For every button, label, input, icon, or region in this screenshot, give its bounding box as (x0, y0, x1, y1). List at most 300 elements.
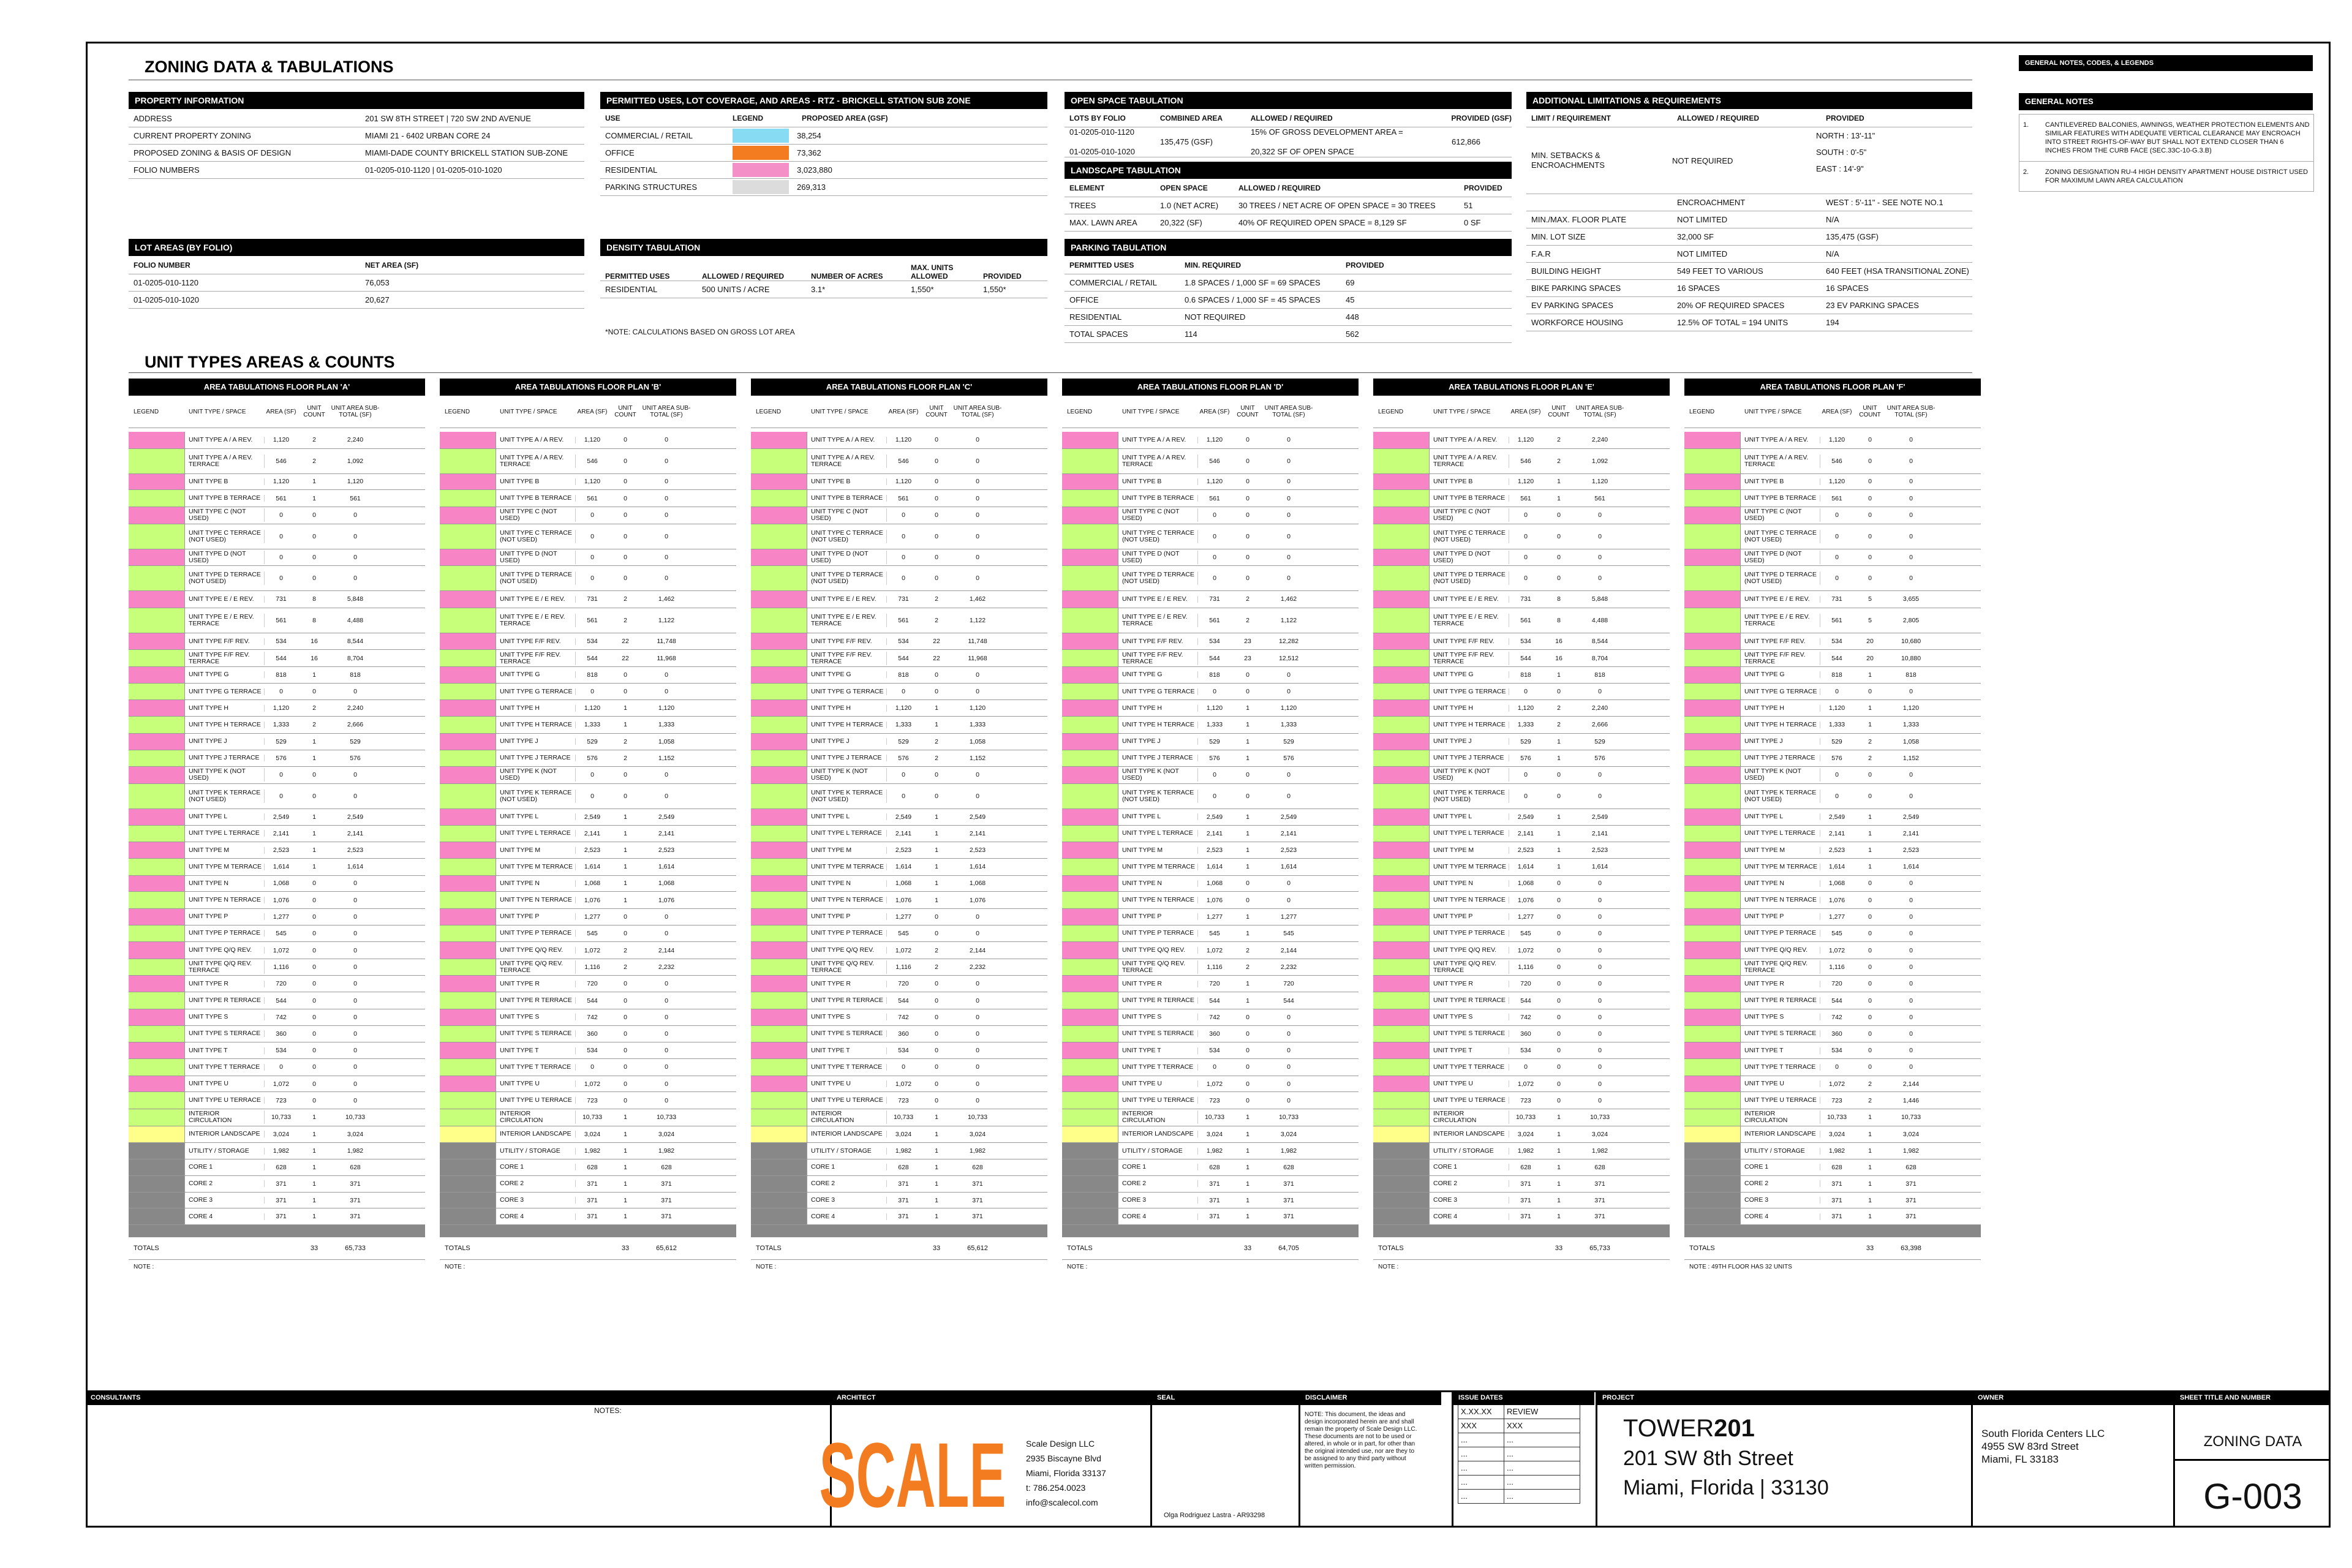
table-row: UNIT TYPE L TERRACE 2,141 1 2,141 (751, 826, 1047, 843)
table-row: UNIT TYPE U TERRACE 723 2 1,446 (1684, 1092, 1981, 1109)
legend-swatch (1684, 1009, 1741, 1025)
legend-swatch (129, 667, 185, 683)
table-row: UNIT TYPE A / A REV. TERRACE 546 0 0 (440, 449, 736, 474)
table-row: UNIT TYPE P TERRACE 545 0 0 (129, 925, 425, 943)
table-row: UNIT TYPE G TERRACE 0 0 0 (1062, 684, 1359, 701)
legend-swatch (751, 474, 807, 490)
legend-swatch (440, 1009, 496, 1025)
table-row: UNIT TYPE U 1,072 2 2,144 (1684, 1076, 1981, 1093)
legend-swatch (440, 684, 496, 700)
legend-swatch (1062, 432, 1118, 448)
table-row: UNIT TYPE U 1,072 0 0 (1373, 1076, 1670, 1093)
table-row: UNIT TYPE N 1,068 0 0 (129, 876, 425, 892)
legend-swatch (1684, 717, 1741, 733)
table-row: UNIT TYPE G 818 1 818 (1373, 667, 1670, 684)
legend-swatch (1062, 767, 1118, 783)
table-row: UNIT TYPE P 1,277 1 1,277 (1062, 909, 1359, 925)
legend-swatch (129, 524, 185, 549)
legend-swatch (1684, 1109, 1741, 1126)
legend-swatch (129, 976, 185, 992)
legend-swatch (440, 734, 496, 750)
table-row: UNIT TYPE N TERRACE 1,076 1 1,076 (440, 892, 736, 909)
legend-swatch (440, 767, 496, 783)
legend-swatch (1684, 684, 1741, 700)
legend-swatch (1684, 909, 1741, 925)
table-row: UTILITY / STORAGE 1,982 1 1,982 (1062, 1143, 1359, 1159)
scale-logo-graphic (819, 1415, 1006, 1527)
legend-swatch (751, 809, 807, 825)
legend-swatch (1684, 750, 1741, 767)
legend-swatch (1373, 1176, 1430, 1192)
table-row: UNIT TYPE A / A REV. TERRACE 546 2 1,092 (129, 449, 425, 474)
table-row: CORE 4 371 1 371 (1373, 1208, 1670, 1225)
plan-title: AREA TABULATIONS FLOOR PLAN 'D' (1062, 379, 1359, 396)
legend-swatch (1062, 1009, 1118, 1025)
general-notes-header: GENERAL NOTES (2019, 93, 2313, 110)
table-row: UNIT TYPE S 742 0 0 (751, 1009, 1047, 1026)
plan-title: AREA TABULATIONS FLOOR PLAN 'B' (440, 379, 736, 396)
table-row: UNIT TYPE C (NOT USED) 0 0 0 (1062, 507, 1359, 524)
table-row: UNIT TYPE R TERRACE 544 0 0 (751, 992, 1047, 1009)
table-row: UNIT TYPE H TERRACE 1,333 2 2,666 (129, 717, 425, 734)
legend-swatch (1373, 1159, 1430, 1175)
legend-swatch (751, 591, 807, 608)
plan-separator (1684, 1225, 1981, 1237)
legend-swatch (1373, 633, 1430, 650)
legend-swatch (1062, 474, 1118, 490)
legend-swatch (1684, 549, 1741, 566)
table-row: UNIT TYPE N 1,068 0 0 (1684, 876, 1981, 892)
legend-swatch (129, 842, 185, 858)
table-row: UNIT TYPE N TERRACE 1,076 1 1,076 (751, 892, 1047, 909)
table-row: INTERIOR CIRCULATION 10,733 1 10,733 (440, 1109, 736, 1126)
table-row: UNIT TYPE P TERRACE 545 0 0 (440, 925, 736, 943)
legend-swatch (1684, 1092, 1741, 1109)
table-row: UNIT TYPE T TERRACE 0 0 0 (129, 1059, 425, 1076)
legend-swatch (1062, 809, 1118, 825)
legend-swatch (1373, 909, 1430, 925)
legend-swatch (1062, 524, 1118, 549)
table-row: UNIT TYPE C TERRACE (NOT USED) 0 0 0 (129, 524, 425, 549)
plan-table-c (751, 379, 1047, 1274)
table-row: UNIT TYPE L 2,549 1 2,549 (129, 809, 425, 826)
legend-swatch (751, 1076, 807, 1092)
table-row: CORE 3 371 1 371 (440, 1193, 736, 1209)
table-row: UNIT TYPE H 1,120 2 2,240 (1373, 700, 1670, 717)
table-row: UNIT TYPE J TERRACE 576 2 1,152 (751, 750, 1047, 767)
table-row: UNIT TYPE K TERRACE (NOT USED) 0 0 0 (1684, 784, 1981, 809)
table-row: RESIDENTIAL NOT REQUIRED 448 (1065, 309, 1512, 326)
table-row: UNIT TYPE H 1,120 1 1,120 (751, 700, 1047, 717)
plan-table-d (1062, 379, 1359, 1274)
legend-swatch (129, 992, 185, 1009)
legend-swatch (440, 1208, 496, 1224)
table-row: PARKING STRUCTURES 269,313 (600, 179, 1047, 196)
legend-swatch (440, 992, 496, 1009)
legend-swatch (1684, 1026, 1741, 1042)
legend-swatch (1373, 608, 1430, 633)
table-row: UNIT TYPE U TERRACE 723 0 0 (751, 1092, 1047, 1109)
table-row: CORE 2 371 1 371 (1062, 1176, 1359, 1193)
legend-swatch (440, 1092, 496, 1109)
parking-table: PERMITTED USES MIN. REQUIRED PROVIDED COMMERCIAL / RETAIL 1.8 SPACES / 1,000 SF = 69 SPACES 69 OFFICE 0.6 SPACES / 1,000 SF = 45 SPACES 45 RESIDENTIAL NOT REQUIRED 448 TOTAL SPACES 114 562 (1065, 257, 1512, 343)
table-row: OFFICE 0.6 SPACES / 1,000 SF = 45 SPACES 45 (1065, 292, 1512, 309)
table-row: UNIT TYPE N 1,068 0 0 (1062, 876, 1359, 892)
table-row: UNIT TYPE L 2,549 1 2,549 (1684, 809, 1981, 826)
table-row: UNIT TYPE D TERRACE (NOT USED) 0 0 0 (751, 566, 1047, 591)
table-row: UNIT TYPE A / A REV. 1,120 2 2,240 (1373, 432, 1670, 449)
table-row: UNIT TYPE C (NOT USED) 0 0 0 (751, 507, 1047, 524)
plan-totals-row: TOTALS 33 65,612 (751, 1237, 1047, 1260)
table-row: UNIT TYPE M TERRACE 1,614 1 1,614 (129, 859, 425, 876)
table-row: UNIT TYPE B TERRACE 561 0 0 (751, 490, 1047, 507)
table-row: UNIT TYPE H 1,120 1 1,120 (440, 700, 736, 717)
open-space-table: LOTS BY FOLIO COMBINED AREA ALLOWED / REQUIRED PROVIDED (GSF) 01-0205-010-1120 01-0205-010-1020 135,475 (GSF) 15% OF GROSS DEVELOPMENT AREA = 20,322 SF OF OPEN SPACE 612,866 (1065, 110, 1512, 157)
table-row: UNIT TYPE K (NOT USED) 0 0 0 (1062, 767, 1359, 784)
table-row: CORE 2 371 1 371 (440, 1176, 736, 1193)
legend-swatch (1062, 1193, 1118, 1208)
legend-swatch (1373, 1026, 1430, 1042)
table-row: ... ... (1458, 1476, 1580, 1490)
table-row: UNIT TYPE M TERRACE 1,614 1 1,614 (1684, 859, 1981, 876)
legend-swatch (1684, 1208, 1741, 1224)
table-row: UNIT TYPE N 1,068 1 1,068 (751, 876, 1047, 892)
legend-swatch (129, 1143, 185, 1159)
table-row: CORE 2 371 1 371 (1684, 1176, 1981, 1193)
plan-note: NOTE : (756, 1264, 777, 1271)
legend-swatch (440, 474, 496, 490)
legend-swatch (440, 549, 496, 566)
legend-swatch (129, 507, 185, 524)
table-row: UNIT TYPE G 818 1 818 (129, 667, 425, 684)
legend-swatch (751, 1159, 807, 1175)
density-note: *NOTE: CALCULATIONS BASED ON GROSS LOT AREA (605, 328, 795, 336)
legend-swatch (1062, 608, 1118, 633)
table-row: CORE 3 371 1 371 (751, 1193, 1047, 1209)
plan-title: AREA TABULATIONS FLOOR PLAN 'E' (1373, 379, 1670, 396)
property-info-table (129, 110, 584, 179)
additional-limits-table: LIMIT / REQUIREMENT ALLOWED / REQUIRED PROVIDED MIN. SETBACKS & ENCROACHMENTS NOT REQUIRED NORTH : 13'-11" SOUTH : 0'-5" EAST : 14'-9" ENCROACHMENT WEST : 5'-11" - SEE NOTE NO.1 MIN./MAX. FLOOR PLATE NOT LIMITED N/A MIN. LOT SIZE 32,000 SF 135,475 (GSF) F.A.R NOT LIMITED N/A BUILDING HEIGHT 549 FEET TO VARIOUS 640 FEET (HSA TRANSITIONAL ZONE) BIKE PARKING SPACES 16 SPACES 16 SPACES EV PARKING SPACES 20% OF REQUIRED SPACES 23 EV PARKING SPACES WORKFORCE HOUSING 12.5% OF TOTAL = 194 UNITS 194 (1526, 110, 1972, 331)
legend-swatch (1062, 591, 1118, 608)
table-row: INTERIOR LANDSCAPE 3,024 1 3,024 (1373, 1126, 1670, 1144)
table-row: UNIT TYPE J 529 1 529 (1062, 734, 1359, 750)
legend-swatch (751, 650, 807, 666)
notes-label: NOTES: (594, 1406, 622, 1415)
table-row: UNIT TYPE F/F REV. 534 20 10,680 (1684, 633, 1981, 650)
legend-swatch (1062, 633, 1118, 650)
project-address-2: Miami, Florida | 33130 (1623, 1476, 1829, 1499)
table-row: XXX XXX (1458, 1419, 1580, 1433)
table-row: UNIT TYPE B 1,120 0 0 (440, 474, 736, 491)
legend-swatch (1373, 524, 1430, 549)
legend-swatch (1062, 1109, 1118, 1126)
table-row: CORE 2 371 1 371 (129, 1176, 425, 1193)
table-row: UTILITY / STORAGE 1,982 1 1,982 (440, 1143, 736, 1159)
table-row: UNIT TYPE B TERRACE 561 1 561 (129, 490, 425, 507)
landscape-table: ELEMENT OPEN SPACE ALLOWED / REQUIRED PROVIDED TREES 1.0 (NET ACRE) 30 TREES / NET ACRE OF OPEN SPACE = 30 TREES 51 MAX. LAWN AREA 20,322 (SF) 40% OF REQUIRED OPEN SPACE = 8,129 SF 0 SF (1065, 180, 1512, 232)
table-row: UNIT TYPE D TERRACE (NOT USED) 0 0 0 (1062, 566, 1359, 591)
plan-title: AREA TABULATIONS FLOOR PLAN 'A' (129, 379, 425, 396)
legend-swatch (751, 750, 807, 767)
table-row: UNIT TYPE A / A REV. TERRACE 546 0 0 (1062, 449, 1359, 474)
legend-swatch (1684, 859, 1741, 875)
table-row: UNIT TYPE F/F REV. 534 16 8,544 (129, 633, 425, 650)
legend-swatch (440, 650, 496, 666)
legend-swatch (440, 942, 496, 959)
legend-swatch (129, 1176, 185, 1192)
legend-swatch (1684, 432, 1741, 448)
table-row: UNIT TYPE K (NOT USED) 0 0 0 (1373, 767, 1670, 784)
legend-swatch (440, 667, 496, 683)
legend-swatch (129, 1126, 185, 1143)
table-row: UNIT TYPE L 2,549 1 2,549 (440, 809, 736, 826)
table-row: UNIT TYPE C TERRACE (NOT USED) 0 0 0 (440, 524, 736, 549)
table-row: UNIT TYPE P TERRACE 545 1 545 (1062, 925, 1359, 943)
unit-types-title: UNIT TYPES AREAS & COUNTS (145, 353, 395, 371)
table-row: ADDRESS 201 SW 8TH STREET | 720 SW 2ND AVENUE (129, 110, 584, 127)
table-row: INTERIOR CIRCULATION 10,733 1 10,733 (751, 1109, 1047, 1126)
legend-swatch (129, 1193, 185, 1208)
legend-swatch (440, 1026, 496, 1042)
plan-totals-row: TOTALS 33 63,398 (1684, 1237, 1981, 1260)
table-row: UNIT TYPE Q/Q REV. TERRACE 1,116 0 0 (129, 959, 425, 976)
legend-swatch (751, 1026, 807, 1042)
table-row: UNIT TYPE H TERRACE 1,333 2 2,666 (1373, 717, 1670, 734)
table-row: UNIT TYPE C TERRACE (NOT USED) 0 0 0 (1062, 524, 1359, 549)
table-row: TREES 1.0 (NET ACRE) 30 TREES / NET ACRE OF OPEN SPACE = 30 TREES 51 (1065, 197, 1512, 214)
legend-swatch (1373, 734, 1430, 750)
legend-swatch (1062, 826, 1118, 842)
table-row: UNIT TYPE L 2,549 1 2,549 (1373, 809, 1670, 826)
table-row: UNIT TYPE A / A REV. 1,120 0 0 (440, 432, 736, 449)
table-row: UNIT TYPE Q/Q REV. 1,072 0 0 (129, 942, 425, 959)
legend-swatch (1062, 1208, 1118, 1224)
legend-swatch (751, 892, 807, 908)
general-notes-top-header: GENERAL NOTES, CODES, & LEGENDS (2019, 55, 2313, 71)
density-table: PERMITTED USES ALLOWED / REQUIRED NUMBER OF ACRES MAX. UNITS ALLOWED PROVIDED RESIDENTIAL 500 UNITS / ACRE 3.1* 1,550* 1,550* (600, 257, 1047, 298)
table-row: UNIT TYPE N TERRACE 1,076 0 0 (1373, 892, 1670, 909)
legend-swatch (1684, 633, 1741, 650)
legend-swatch (129, 700, 185, 716)
legend-swatch-residential (733, 163, 789, 177)
legend-swatch (1373, 1092, 1430, 1109)
legend-swatch (751, 566, 807, 590)
legend-swatch (751, 1143, 807, 1159)
legend-swatch (751, 549, 807, 566)
table-row: UNIT TYPE F/F REV. 534 23 12,282 (1062, 633, 1359, 650)
table-row: BUILDING HEIGHT 549 FEET TO VARIOUS 640 FEET (HSA TRANSITIONAL ZONE) (1526, 263, 1972, 280)
table-row: UNIT TYPE P 1,277 0 0 (129, 909, 425, 925)
legend-swatch (1684, 474, 1741, 490)
table-row: UNIT TYPE H 1,120 1 1,120 (1062, 700, 1359, 717)
legend-swatch (1062, 717, 1118, 733)
table-row: UNIT TYPE Q/Q REV. 1,072 2 2,144 (751, 942, 1047, 959)
table-row: UNIT TYPE J 529 1 529 (1373, 734, 1670, 750)
legend-swatch (1062, 490, 1118, 507)
plan-totals-row: TOTALS 33 64,705 (1062, 1237, 1359, 1260)
legend-swatch (1684, 1159, 1741, 1175)
project-name: TOWER201 (1623, 1415, 1755, 1442)
legend-swatch (1062, 1059, 1118, 1076)
legend-swatch (1062, 1026, 1118, 1042)
legend-swatch (1684, 700, 1741, 716)
table-row: UNIT TYPE H TERRACE 1,333 1 1,333 (440, 717, 736, 734)
table-row: CORE 1 628 1 628 (751, 1159, 1047, 1176)
legend-swatch (751, 734, 807, 750)
table-row: UNIT TYPE M 2,523 1 2,523 (1684, 842, 1981, 859)
scale-logo (819, 1415, 1006, 1527)
table-row: UNIT TYPE E / E REV. TERRACE 561 2 1,122 (751, 608, 1047, 633)
legend-swatch (440, 1159, 496, 1175)
legend-swatch (751, 1009, 807, 1025)
table-row: MIN. LOT SIZE 32,000 SF 135,475 (GSF) (1526, 228, 1972, 246)
legend-swatch (751, 784, 807, 809)
table-row: UNIT TYPE E / E REV. 731 8 5,848 (1373, 591, 1670, 608)
legend-swatch (1684, 650, 1741, 666)
legend-swatch (1373, 942, 1430, 959)
table-row: UNIT TYPE H TERRACE 1,333 1 1,333 (1062, 717, 1359, 734)
legend-swatch (129, 566, 185, 590)
legend-swatch (1373, 767, 1430, 783)
table-row: RESIDENTIAL 500 UNITS / ACRE 3.1* 1,550* 1,550* (600, 281, 1047, 298)
table-row: UNIT TYPE A / A REV. TERRACE 546 2 1,092 (1373, 449, 1670, 474)
legend-swatch (1062, 1092, 1118, 1109)
table-row: UNIT TYPE N TERRACE 1,076 0 0 (1684, 892, 1981, 909)
legend-swatch (751, 667, 807, 683)
legend-swatch (1684, 591, 1741, 608)
legend-swatch (1373, 976, 1430, 992)
table-row: INTERIOR LANDSCAPE 3,024 1 3,024 (1684, 1126, 1981, 1144)
table-row: UNIT TYPE S TERRACE 360 0 0 (440, 1026, 736, 1043)
table-row: CORE 3 371 1 371 (1373, 1193, 1670, 1209)
table-row: UNIT TYPE P 1,277 0 0 (1373, 909, 1670, 925)
legend-swatch (751, 826, 807, 842)
table-row: UNIT TYPE G TERRACE 0 0 0 (440, 684, 736, 701)
legend-swatch (1062, 892, 1118, 908)
legend-swatch (1373, 1042, 1430, 1058)
legend-swatch (440, 566, 496, 590)
legend-swatch (751, 507, 807, 524)
legend-swatch (751, 490, 807, 507)
legend-swatch (440, 784, 496, 809)
table-row: UNIT TYPE T 534 0 0 (751, 1042, 1047, 1059)
table-row: UNIT TYPE C TERRACE (NOT USED) 0 0 0 (1684, 524, 1981, 549)
table-row: UNIT TYPE A / A REV. 1,120 0 0 (751, 432, 1047, 449)
legend-swatch (129, 959, 185, 976)
table-row: UNIT TYPE G 818 0 0 (440, 667, 736, 684)
plan-separator (751, 1225, 1047, 1237)
table-row: UNIT TYPE F/F REV. TERRACE 544 16 8,704 (129, 650, 425, 667)
table-row: UNIT TYPE L TERRACE 2,141 1 2,141 (440, 826, 736, 843)
plan-totals-row: TOTALS 33 65,612 (440, 1237, 736, 1260)
table-row: UNIT TYPE P 1,277 0 0 (440, 909, 736, 925)
table-row: UNIT TYPE U 1,072 0 0 (1062, 1076, 1359, 1093)
legend-swatch (440, 1143, 496, 1159)
general-notes-list (2019, 114, 2314, 192)
table-row: UNIT TYPE R 720 0 0 (129, 976, 425, 992)
architect-header: ARCHITECT (832, 1390, 1236, 1405)
plan-note: NOTE : (1067, 1264, 1088, 1271)
table-row: UNIT TYPE D TERRACE (NOT USED) 0 0 0 (440, 566, 736, 591)
legend-swatch (1062, 909, 1118, 925)
legend-swatch (1684, 667, 1741, 683)
legend-swatch (1373, 700, 1430, 716)
table-row: UNIT TYPE K (NOT USED) 0 0 0 (1684, 767, 1981, 784)
legend-swatch (129, 784, 185, 809)
table-row: UNIT TYPE B TERRACE 561 0 0 (1684, 490, 1981, 507)
table-row: CORE 1 628 1 628 (1062, 1159, 1359, 1176)
table-row: UNIT TYPE M 2,523 1 2,523 (129, 842, 425, 859)
legend-swatch (440, 959, 496, 976)
table-row: UNIT TYPE S 742 0 0 (1373, 1009, 1670, 1026)
legend-swatch (129, 1208, 185, 1224)
legend-swatch (1062, 667, 1118, 683)
table-row: UNIT TYPE J 529 2 1,058 (1684, 734, 1981, 750)
legend-swatch (1373, 876, 1430, 892)
table-row: UNIT TYPE E / E REV. TERRACE 561 2 1,122 (1062, 608, 1359, 633)
table-row: UNIT TYPE B TERRACE 561 0 0 (1062, 490, 1359, 507)
table-row: UNIT TYPE A / A REV. TERRACE 546 0 0 (1684, 449, 1981, 474)
table-row: WORKFORCE HOUSING 12.5% OF TOTAL = 194 UNITS 194 (1526, 314, 1972, 331)
legend-swatch (1062, 976, 1118, 992)
legend-swatch (1373, 784, 1430, 809)
legend-swatch (440, 524, 496, 549)
table-row: CORE 1 628 1 628 (1684, 1159, 1981, 1176)
list-item: 1. CANTILEVERED BALCONIES, AWNINGS, WEATHER PROTECTION ELEMENTS AND SIMILAR FEATURES WITH ADEQUATE VERTICAL CLEARANCE MAY ENCROACH INTO STREET RIGHTS-OF-WAY BUT SHALL NOT EXTEND CLOSER THAN 6 INCHES FROM THE CURB FACE (SEC.33C-10-G.3.B) (2019, 115, 2313, 162)
legend-swatch (129, 633, 185, 650)
open-space-header: OPEN SPACE TABULATION (1065, 92, 1512, 109)
legend-swatch (1373, 591, 1430, 608)
legend-swatch (129, 876, 185, 892)
legend-swatch (129, 1042, 185, 1058)
plan-table-b (440, 379, 736, 1274)
legend-swatch (751, 992, 807, 1009)
legend-swatch (751, 1042, 807, 1058)
legend-swatch (440, 591, 496, 608)
legend-swatch (1062, 859, 1118, 875)
table-row: UNIT TYPE E / E REV. 731 2 1,462 (1062, 591, 1359, 608)
legend-swatch (129, 1059, 185, 1076)
table-row: UNIT TYPE F/F REV. TERRACE 544 16 8,704 (1373, 650, 1670, 667)
plan-column-headers: LEGEND UNIT TYPE / SPACE AREA (SF) UNIT COUNT UNIT AREA SUB-TOTAL (SF) (440, 396, 736, 428)
consultants-header: CONSULTANTS (86, 1390, 830, 1405)
table-row: UNIT TYPE M TERRACE 1,614 1 1,614 (1373, 859, 1670, 876)
table-row: UNIT TYPE R 720 0 0 (440, 976, 736, 992)
legend-swatch (1373, 1193, 1430, 1208)
table-row: ... ... (1458, 1447, 1580, 1461)
legend-swatch (1373, 507, 1430, 524)
table-row: UNIT TYPE E / E REV. TERRACE 561 8 4,488 (129, 608, 425, 633)
table-row: UNIT TYPE K TERRACE (NOT USED) 0 0 0 (1373, 784, 1670, 809)
table-row: UNIT TYPE R 720 1 720 (1062, 976, 1359, 992)
legend-swatch (440, 1126, 496, 1143)
table-row: UNIT TYPE M 2,523 1 2,523 (1373, 842, 1670, 859)
table-row: INTERIOR LANDSCAPE 3,024 1 3,024 (129, 1126, 425, 1144)
legend-swatch (1062, 1159, 1118, 1175)
legend-swatch (1373, 717, 1430, 733)
table-row: UNIT TYPE F/F REV. TERRACE 544 22 11,968 (440, 650, 736, 667)
table-row: INTERIOR LANDSCAPE 3,024 1 3,024 (1062, 1126, 1359, 1144)
plan-column-headers: LEGEND UNIT TYPE / SPACE AREA (SF) UNIT COUNT UNIT AREA SUB-TOTAL (SF) (1062, 396, 1359, 428)
setbacks-row: MIN. SETBACKS & ENCROACHMENTS NOT REQUIRED NORTH : 13'-11" SOUTH : 0'-5" EAST : 14'-9" (1526, 127, 1972, 194)
table-row: UNIT TYPE J 529 2 1,058 (751, 734, 1047, 750)
legend-swatch (129, 1076, 185, 1092)
legend-swatch (751, 842, 807, 858)
table-row: UNIT TYPE R TERRACE 544 0 0 (1684, 992, 1981, 1009)
legend-swatch (440, 1109, 496, 1126)
table-row: UNIT TYPE Q/Q REV. 1,072 0 0 (1373, 942, 1670, 959)
table-row: UTILITY / STORAGE 1,982 1 1,982 (1684, 1143, 1981, 1159)
